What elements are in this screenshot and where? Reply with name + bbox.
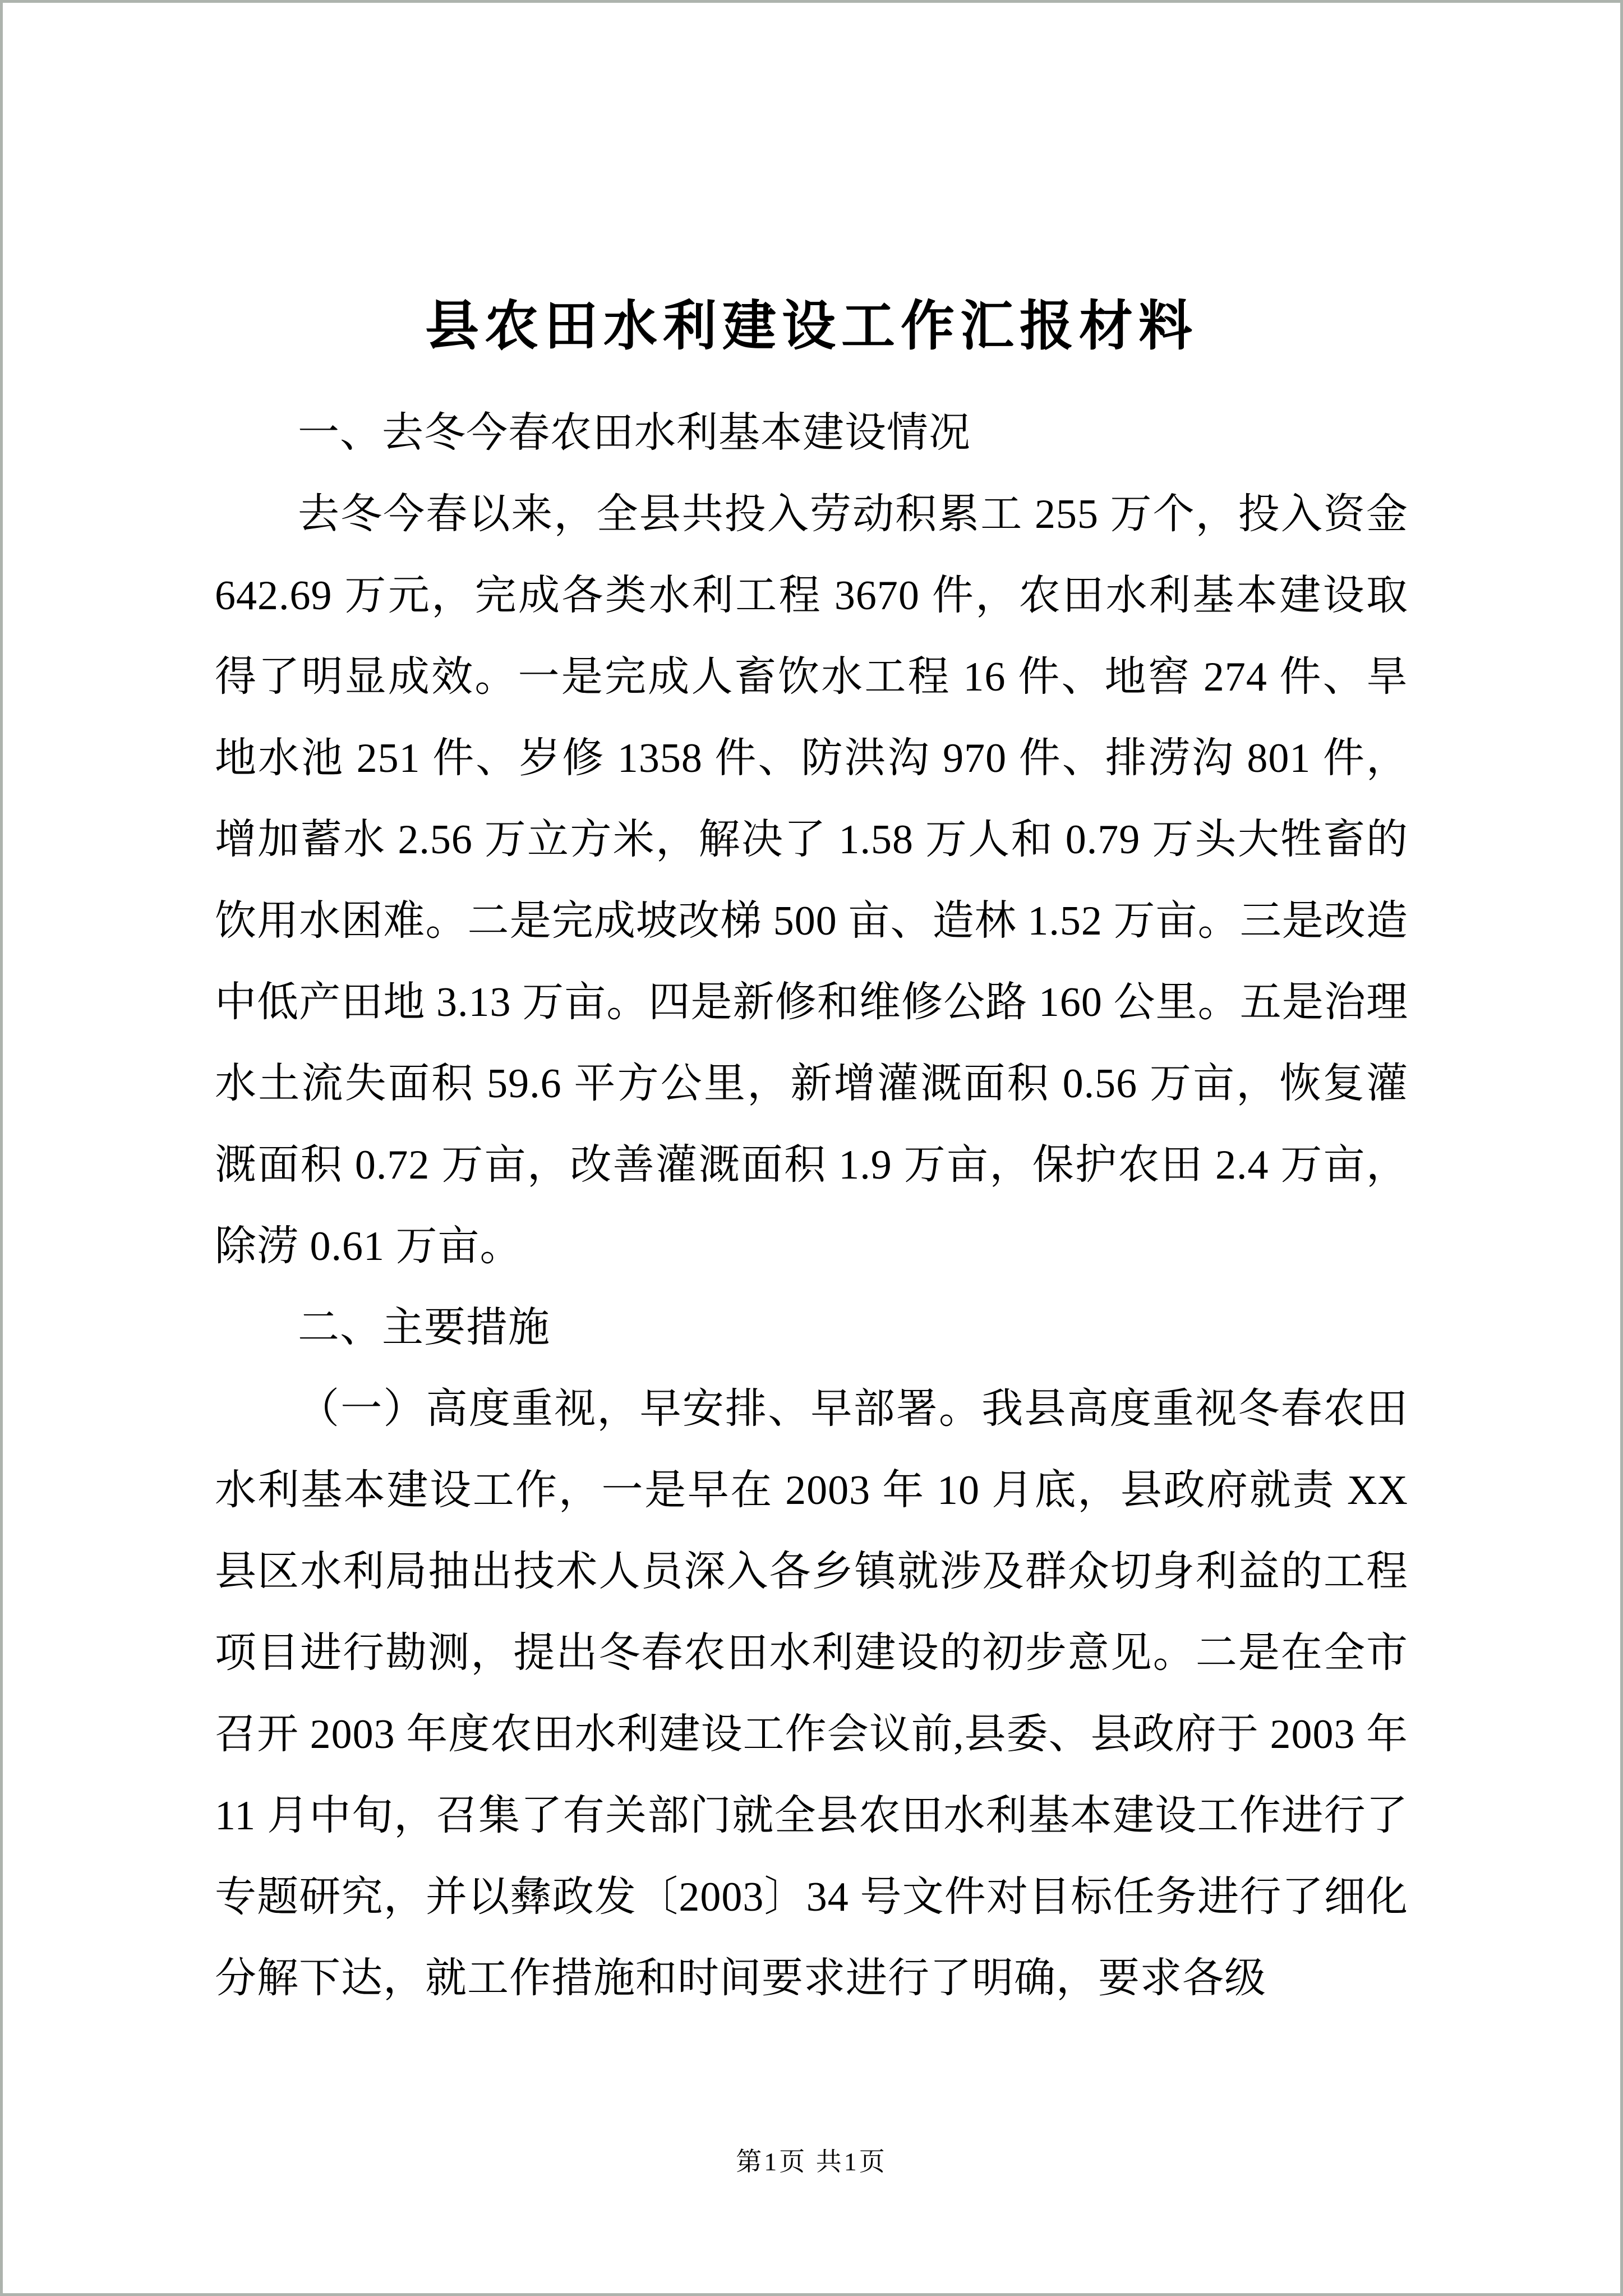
- section-heading-1: 一、去冬今春农田水利基本建设情况: [298, 409, 971, 456]
- document-body: [215, 393, 1408, 2019]
- document-title: 县农田水利建设工作汇报材料: [425, 296, 1198, 356]
- body-paragraph-1: 去冬今春以来，全县共投入劳动积累工 255 万个，投入资金 642.69 万元，完成各类水利工程 3670 件，农田水利基本建设取得了明显成效。一是完成人畜饮水工程 16 件、地窖 274 件、旱地水池 251 件、岁修 1358 件、防洪沟 970 件、排涝沟 801 件，增加蓄水 2.56 万立方米，解决了 1.58 万人和 0.79 万头大牲畜的饮用水困难。二是完成坡改梯 500 亩、造林 1.52 万亩。三是改造中低产田地 3.13 万亩。四是新修和维修公路 160 公里。五是治理水土流失面积 59.6 平方公里，新增灌溉面积 0.56 万亩，恢复灌溉面积 0.72 万亩，改善灌溉面积 1.9 万亩，保护农田 2.4 万亩，除涝 0.61 万亩。: [215, 491, 1408, 1269]
- page-number-footer: 第1页 共1页: [736, 2147, 887, 2176]
- section-heading-2: 二、主要措施: [298, 1304, 550, 1351]
- body-paragraph-2: （一）高度重视，早安排、早部署。我县高度重视冬春农田水利基本建设工作，一是早在 2003 年 10 月底，县政府就责 XX 县区水利局抽出技术人员深入各乡镇就涉及群众切身利益的工程项目进行勘测，提出冬春农田水利建设的初步意见。二是在全市召开 2003 年度农田水利建设工作会议前,县委、县政府于 2003 年 11 月中旬，召集了有关部门就全县农田水利基本建设工作进行了专题研究，并以彝政发〔2003〕34 号文件对目标任务进行了细化分解下达，就工作措施和时间要求进行了明确，要求各级: [215, 1386, 1408, 2001]
